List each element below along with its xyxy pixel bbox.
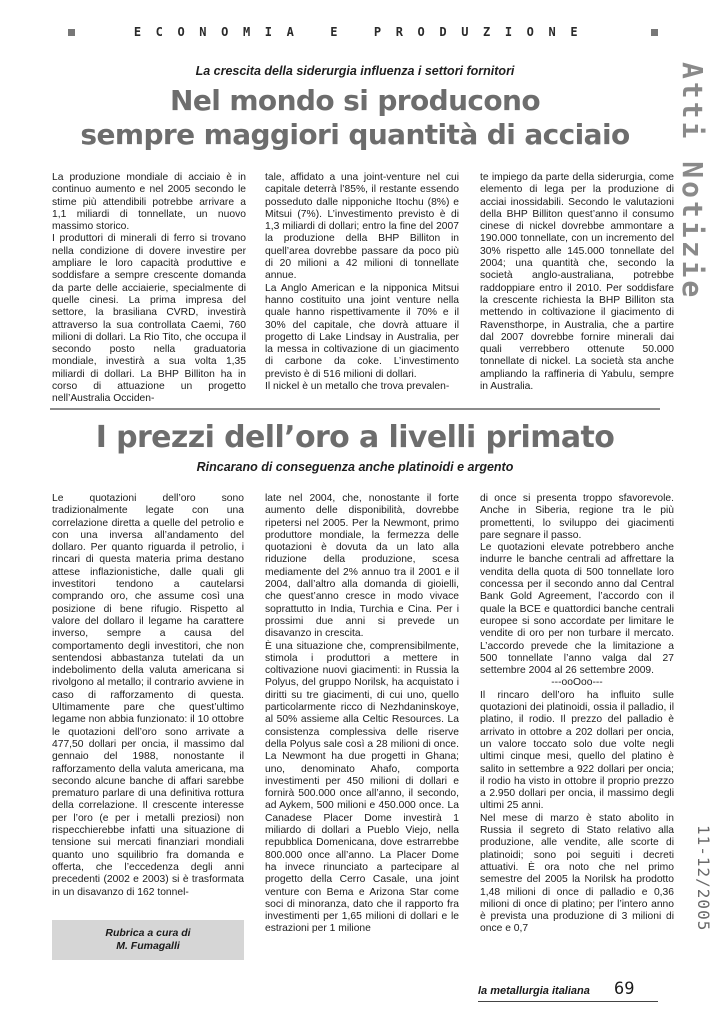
article1-column-2 xyxy=(265,172,459,393)
credit-line: Rubrica a cura di xyxy=(105,927,191,939)
paragraph: Le quotazioni elevate potrebbero anche indurre le banche centrali ad affrettare la vendita della quota di 500 tonnellate loro concessa per il secondo anno dal Central Bank Gold Agreement, l’accordo con il quale la BCE e quattordici banche centrali europee si sono accordate per limitare le vendite di oro per non turbare il mercato. L’accordo prevede che la limitazione a 500 tonnellate l’anno valga dal 27 settembre 2004 al 26 settembre 2009. xyxy=(480,542,674,677)
magazine-name: la metallurgia italiana xyxy=(478,985,590,997)
issue-date: 11-12/2005 xyxy=(694,825,713,932)
paragraph: late nel 2004, che, nonostante il forte aumento delle disponibilità, dovrebbe ripetersi nel 2005. Per la Newmont, primo produttore mondiale, la fermezza delle quotazioni è dovuta da un lato alla riduzione della produzione, scesa mediamente del 2% annuo tra il 2001 e il 2004, dall’altro alla domanda di gioielli, che quest’anno cresce in modo vivace soprattutto in India, Turchia e Cina. Per i prossimi due anni si prevede un disavanzo in crescita. xyxy=(265,493,459,640)
section-label: ECONOMIA E PRODUZIONE xyxy=(133,25,593,39)
paragraph: di once si presenta troppo sfavorevole. Anche in Siberia, regione tra le più promettenti, lo sviluppo dei giacimenti pare segnare il passo. xyxy=(480,493,674,541)
credit-author: M. Fumagalli xyxy=(116,940,180,952)
paragraph: I produttori di minerali di ferro si trovano nella condizione di dovere investire per ampliare le loro capacità produttive e soddisfare a sempre crescente domanda da parte delle acciaierie, specialmente di quelle cinesi. La prima impresa del settore, la brasiliana CVRD, investirà attraverso la sua controllata Caemi, 760 milioni di dollari. La Rio Tito, che occupa il secondo posto nella graduatoria mondiale, investirà a sua volta 1,35 miliardi di dollari. La BHP Billiton ha in corso di attuazione un progetto nell’Australia Occiden- xyxy=(52,233,246,405)
paragraph: La produzione mondiale di acciaio è in continuo aumento e nel 2005 secondo le stime più attendibili potrebbe arrivare a 1,1 miliardi di tonnellate, un nuovo massimo storico. xyxy=(52,172,246,233)
header-square-left xyxy=(68,29,75,36)
article2-headline: I prezzi dell’oro a livelli primato xyxy=(95,420,615,455)
article-divider xyxy=(50,408,660,410)
page-number: 69 xyxy=(614,979,635,999)
article1-headline-line2: sempre maggiori quantità di acciaio xyxy=(80,118,630,151)
footer-rule xyxy=(478,1001,658,1002)
paragraph: te impiego da parte della siderurgia, come elemento di lega per la produzione di acciai inossidabili. Secondo le valutazioni della BHP Billiton quest’anno il consumo cinese di nickel dovrebbe ammontare a 190.000 tonnellate, con un incremento del 30% rispetto alle 145.000 tonnellate del 2004; una quantità che, secondo la società anglo-australiana, potrebbe raddoppiare entro il 2010. Per soddisfare la crescente richiesta la BHP Billiton sta mettendo in coltivazione il giacimento di Ravensthorpe, in Australia, che a partire dal 2007 dovrebbe fornire minerali dai quali verrebbero ottenute 50.000 tonnellate di nickel. La società sta anche ampliando la raffineria di Yabulu, sempre in Australia. xyxy=(480,172,674,393)
separator: ---ooOoo--- xyxy=(551,677,603,689)
header-square-right xyxy=(651,29,658,36)
article2-body xyxy=(52,493,674,965)
paragraph: È una situazione che, comprensibilmente, stimola i produttori a mettere in coltivazione nuovi giacimenti: in Russia la Polyus, del gruppo Norilsk, ha acquistato i diritti su tre giacimenti, di cui uno, quello particolarmente ricco di Nezhdaninskoye, al 50% assieme alla Celtic Resources. La consistenza complessiva delle riserve della Polyus sale così a 28 milioni di once. La Newmont ha due progetti in Ghana; uno, denominato Ahafo, comporta investimenti per 450 milioni di dollari e fornirà 500.000 once all’anno, il secondo, ad Aykem, 500 milioni e 450.000 once. La Canadese Placer Dome investirà 1 miliardo di dollari a Pueblo Viejo, nella repubblica Domenicana, dove estrarrebbe 800.000 once all’anno. La Placer Dome ha invece rinunciato a partecipare al progetto della Cerro Casale, una joint venture con Bema e Arizona Star come soci di minoranza, dato che il rapporto fra investimenti per 1,65 milioni di dollari e le estrazioni per 1 milione xyxy=(265,640,459,935)
article1-headline-line1: Nel mondo si producono xyxy=(169,84,541,117)
article1-body xyxy=(52,172,674,405)
paragraph: La Anglo American e la nipponica Mitsui hanno costituito una joint venture nella quale hanno rispettivamente il 70% e il 30% del capitale, che dovrà attuare il progetto di Lake Lindsay in Australia, per la messa in coltivazione di un giacimento di carbone da coke. L’investimento previsto è di 516 milioni di dollari. xyxy=(265,282,459,380)
article1-column-3 xyxy=(480,172,674,393)
section-header xyxy=(68,22,658,42)
article2-column-2 xyxy=(265,493,459,936)
article2-column-1 xyxy=(52,493,244,899)
article2-kicker: Rincarano di conseguenza anche platinoidi e argento xyxy=(196,460,514,474)
article1-headline xyxy=(50,84,660,152)
paragraph: Il rincaro dell’oro ha influito sulle quotazioni dei platinoidi, ossia il palladio, il platino, il rodio. Il prezzo del palladio è arrivato in ottobre a 202 dollari per oncia, un valore toccato solo due volte negli ultimi cinque mesi, quello del platino è salito in settembre a 922 dollari per oncia; il rodio ha visto in ottobre il proprio prezzo a 2.950 dollari per oncia, il massimo degli ultimi 25 anni. xyxy=(480,689,674,812)
column-credit-box xyxy=(52,920,244,960)
article2-column-3 xyxy=(480,493,674,936)
sidebar-title: Atti Notizie xyxy=(676,62,709,301)
paragraph: Le quotazioni dell’oro sono tradizionalmente legate con una correlazione diretta a quelle del petrolio e con una inversa all’andamento del dollaro. Per quanto riguarda il petrolio, i rincari di questa materia prima destano attese inflazionistiche, dalle quali gli investitori tendono a cautelarsi comprando oro, che assume così una posizione di bene rifugio. Rispetto al valore del dollaro il legame ha carattere inverso, sempre a causa del comportamento degli investitori, che non sentendosi abbastanza tutelati da un indebolimento della valuta americana si rivolgono al metallo; il contrario avviene in caso di rafforzamento di questa. Ultimamente pare che quest’ultimo legame non abbia funzionato: il 10 ottobre le quotazioni dell’oro sono arrivate a 477,50 dollari per oncia, il massimo dal gennaio del 1988, nonostante il rafforzamento della valuta americana, ma secondo alcune banche di affari sarebbe prematuro parlare di una definitiva rottura della correlazione. Il crescente interesse per l’oro (e per i metalli preziosi) non rispecchierebbe infatti una situazione di tensione sui mercati finanziari mondiali quanto uno squilibrio fra domanda e offerta, che l’eccedenza degli anni precedenti (2002 e 2003) si è trasformata in un disavanzo di 162 tonnel- xyxy=(52,493,244,898)
paragraph: Nel mese di marzo è stato abolito in Russia il segreto di Stato relativo alla produzione, alle vendite, alle scorte di platinoidi; sono poi seguiti i decreti attuativi. È ora noto che nel primo semestre del 2005 la Norilsk ha prodotto 1,48 milioni di once di palladio e 0,36 milioni di once di platino; per l’intero anno è prevista una produzione di 3 milioni di once e 0,7 xyxy=(480,812,674,935)
paragraph: tale, affidato a una joint-venture nel cui capitale deterrà l’85%, il restante essendo posseduto dalle nipponiche Itochu (8%) e Mitsui (7%). L’investimento previsto è di 1,3 miliardi di dollari; entro la fine del 2007 la produzione della BHP Billiton in quell’area dovrebbe passare da poco più di 20 milioni a 42 milioni di tonnellate annue. xyxy=(265,172,459,282)
article1-kicker: La crescita della siderurgia influenza i settori fornitori xyxy=(195,64,515,78)
paragraph: Il nickel è un metallo che trova prevalen- xyxy=(265,381,450,393)
article1-column-1 xyxy=(52,172,246,406)
